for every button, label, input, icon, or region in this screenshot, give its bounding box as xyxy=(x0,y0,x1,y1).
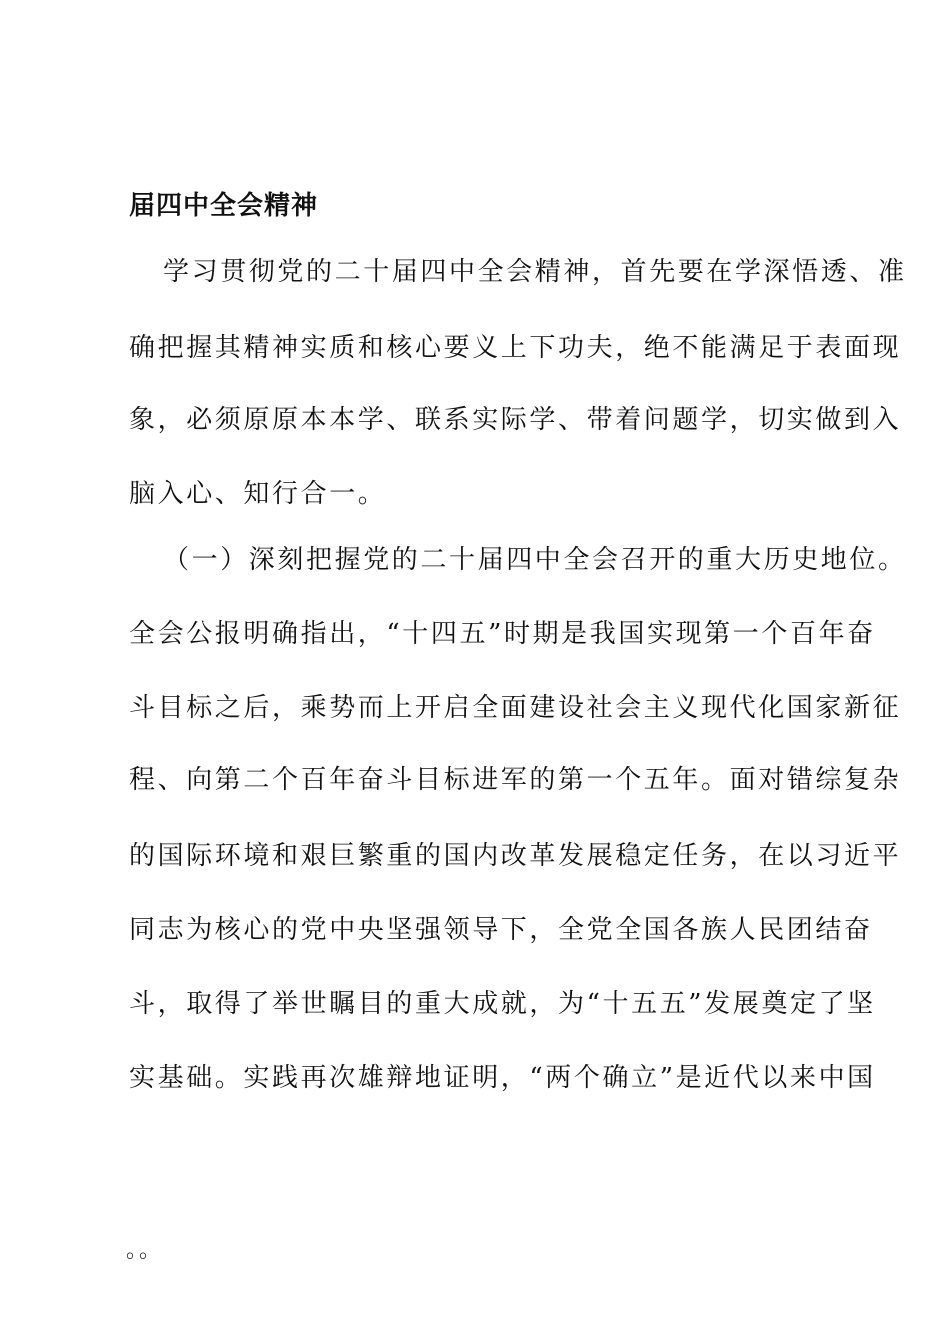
paragraph-line: 程、向第二个百年奋斗目标进军的第一个五年。面对错综复杂 xyxy=(129,765,902,795)
paragraph-line: 斗，取得了举世瞩目的重大成就，为“十五五”发展奠定了坚 xyxy=(129,989,876,1019)
paragraph-line: 脑入心、知行合一。 xyxy=(129,479,387,509)
paragraph-line: 的国际环境和艰巨繁重的国内改革发展稳定任务，在以习近平 xyxy=(129,841,902,871)
page-footer-mark: 。。 xyxy=(126,1238,164,1263)
section-heading: 届四中全会精神 xyxy=(129,191,319,221)
paragraph-line: （一）深刻把握党的二十届四中全会召开的重大历史地位。 xyxy=(163,545,907,575)
paragraph-line: 斗目标之后，乘势而上开启全面建设社会主义现代化国家新征 xyxy=(129,693,902,723)
paragraph-line: 学习贯彻党的二十届四中全会精神，首先要在学深悟透、准 xyxy=(163,257,907,287)
paragraph-line: 实基础。实践再次雄辩地证明，“两个确立”是近代以来中国 xyxy=(129,1063,876,1093)
paragraph-line: 象，必须原原本本学、联系实际学、带着问题学，切实做到入 xyxy=(129,405,902,435)
paragraph-line: 同志为核心的党中央坚强领导下，全党全国各族人民团结奋 xyxy=(129,915,873,945)
paragraph-line: 全会公报明确指出，“十四五”时期是我国实现第一个百年奋 xyxy=(129,619,876,649)
paragraph-line: 确把握其精神实质和核心要义上下功夫，绝不能满足于表面现 xyxy=(129,333,902,363)
